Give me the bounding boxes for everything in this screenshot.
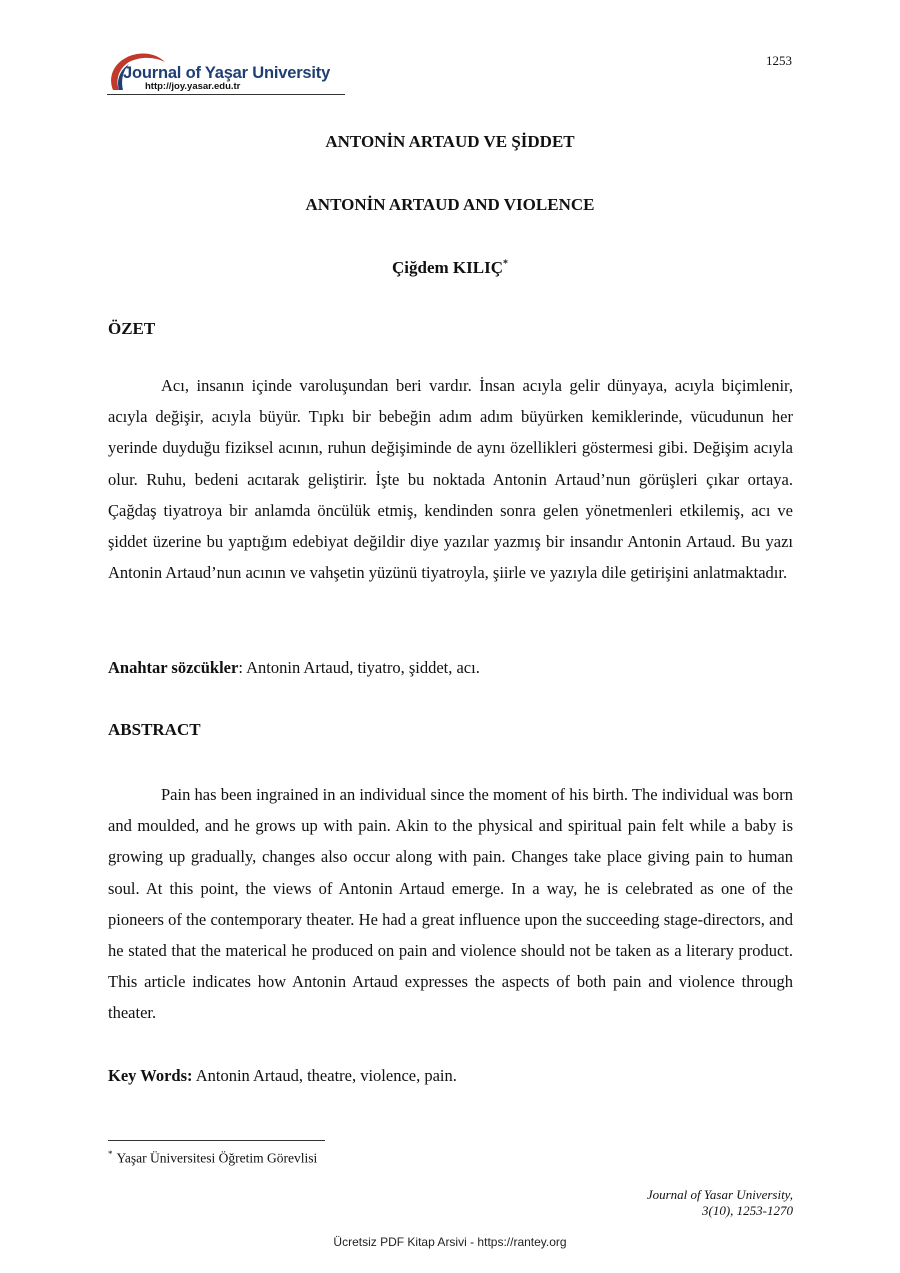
title-english: ANTONİN ARTAUD AND VIOLENCE <box>305 195 595 214</box>
ozet-paragraph: Acı, insanın içinde varoluşundan beri vardır. İnsan acıyla gelir dünyaya, acıyla biçimlenir, acıyla değişir, acıyla büyür. Tıpkı bir bebeğin adım adım büyürken kemiklerinde, vücudunun her yerinde duyduğu fiziksel acının, ruhun değişiminde de aynı özellikleri göstermesi gibi. Değişim acıyla olur. Ruhu, bedeni acıtarak geliştirir. İşte bu noktada Antonin Artaud’nun görüşleri çıkar ortaya. Çağdaş tiyatroya bir anlamda öncülük etmiş, kendinden sonra gelen yönetmenleri etkilemiş, acı ve şiddet üzerine bu yaptığım edebiyat değildir diye yazılar yazmış bir insandır Antonin Artaud. Bu yazı Antonin Artaud’nun acının ve vahşetin yüzünü tiyatroyla, şiirle ve yazıyla dile getirişini anlatmaktadır. <box>108 376 793 583</box>
ozet-keywords-text: : Antonin Artaud, tiyatro, şiddet, acı. <box>238 658 480 677</box>
abstract-keywords-text: Antonin Artaud, theatre, violence, pain. <box>192 1066 457 1085</box>
journal-reference <box>647 1187 793 1219</box>
ozet-keywords-label: Anahtar sözcükler <box>108 658 239 677</box>
footnote-text: Yaşar Üniversitesi Öğretim Görevlisi <box>116 1150 318 1166</box>
footnote-mark: * <box>108 1149 113 1159</box>
abstract-keywords-label: Key Words: <box>108 1066 193 1085</box>
logo-underline <box>107 94 345 95</box>
logo-title: Journal of Yaşar University <box>123 64 331 82</box>
ozet-keywords <box>108 658 480 678</box>
author-footnote-mark: * <box>502 258 508 270</box>
ozet-heading: ÖZET <box>108 319 156 338</box>
logo-url[interactable]: http://joy.yasar.edu.tr <box>145 81 241 92</box>
abstract-keywords <box>108 1066 457 1086</box>
title-turkish: ANTONİN ARTAUD VE ŞİDDET <box>325 132 575 151</box>
footer-watermark[interactable]: Ücretsiz PDF Kitap Arsivi - https://rantey.org <box>333 1235 567 1249</box>
abstract-paragraph: Pain has been ingrained in an individual since the moment of his birth. The individual was born and moulded, and he grows up with pain. Akin to the physical and spiritual pain felt while a baby is growing up gradually, changes also occur along with pain. Changes take place giving pain to human soul. At this point, the views of Antonin Artaud emerge. In a way, he is celebrated as one of the pioneers of the contemporary theater. He had a great influence upon the succeeding stage-directors, and he stated that the materical he produced on pain and violence should not be taken as a literary product. This article indicates how Antonin Artaud expresses the aspects of both pain and violence through theater. <box>108 785 793 1023</box>
journal-ref-line1: Journal of Yasar University, <box>646 1187 793 1202</box>
page-number: 1253 <box>766 53 792 68</box>
abstract-heading: ABSTRACT <box>108 720 201 739</box>
journal-ref-line2: 3(10), 1253-1270 <box>702 1203 793 1218</box>
author-line <box>0 258 900 278</box>
footnote-rule <box>108 1140 325 1141</box>
journal-logo <box>107 50 347 100</box>
author-name: Çiğdem KILIÇ <box>392 258 503 277</box>
footnote <box>108 1149 317 1167</box>
